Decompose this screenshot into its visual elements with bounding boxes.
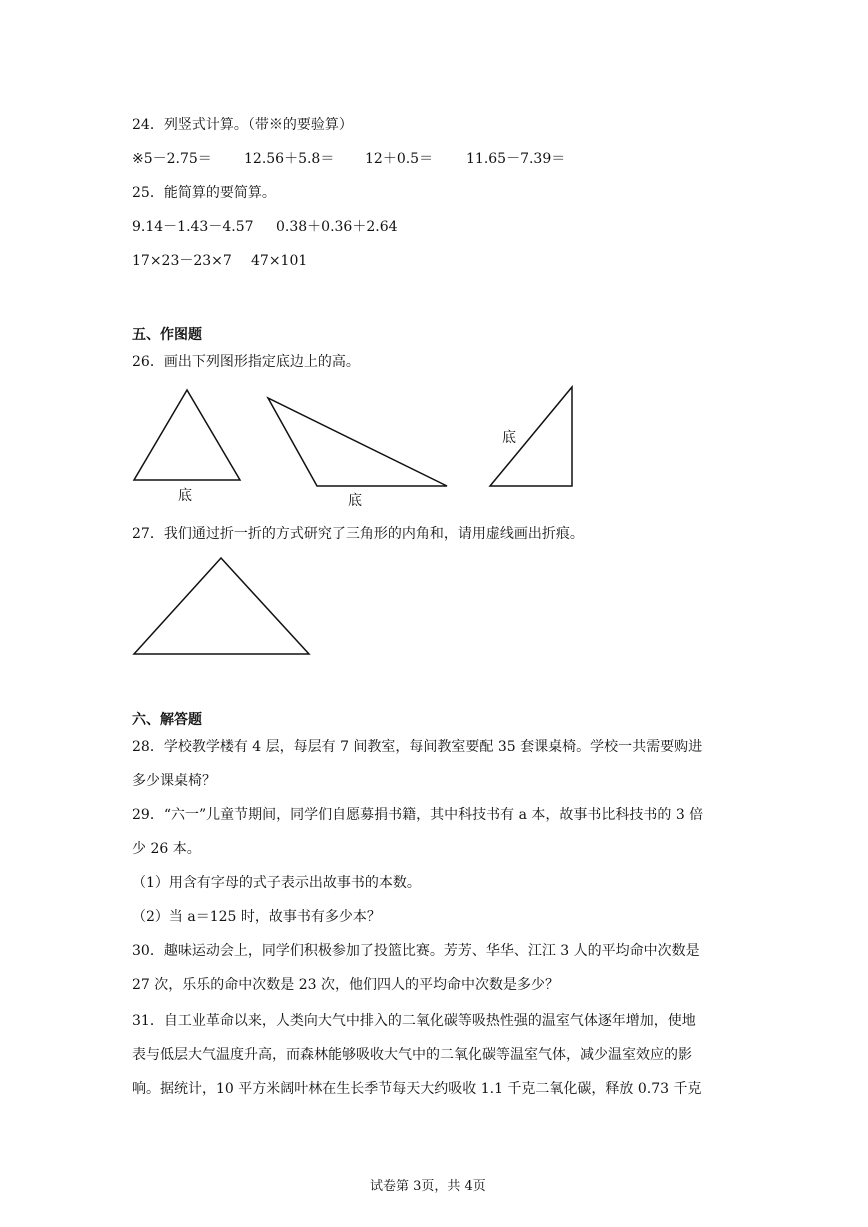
simplify-item-3: 17×23－23×7	[132, 253, 232, 269]
question-29-sub1: （1）用含有字母的式子表示出故事书的本数。	[132, 875, 421, 891]
base-label-3: 底	[502, 430, 516, 446]
base-label-2: 底	[348, 493, 362, 509]
calc-item-4: 11.65－7.39＝	[466, 151, 566, 167]
question-29-line1: 29．“六一”儿童节期间，同学们自愿募捐书籍，其中科技书有 a 本，故事书比科技书的 3 倍	[132, 807, 704, 823]
question-31-line3: 响。据统计，10 平方米阔叶林在生长季节每天大约吸收 1.1 千克二氧化碳，释放 0.73 千克	[132, 1081, 702, 1097]
fold-triangle	[134, 558, 309, 654]
simplify-item-1: 9.14－1.43－4.57	[132, 219, 254, 235]
section-title-answer: 六、解答题	[132, 712, 202, 728]
question-31-line1: 31．自工业革命以来，人类向大气中排入的二氧化碳等吸热性强的温室气体逐年增加，使地	[132, 1013, 696, 1029]
question-26-text: 26．画出下列图形指定底边上的高。	[132, 354, 360, 370]
question-27-text: 27．我们通过折一折的方式研究了三角形的内角和，请用虚线画出折痕。	[132, 526, 584, 542]
obtuse-triangle	[268, 398, 447, 486]
q27-triangle-figure	[0, 540, 868, 670]
section-title-drawing: 五、作图题	[132, 327, 202, 343]
simplify-item-2: 0.38＋0.36＋2.64	[276, 219, 398, 235]
q26-triangles-figure	[0, 0, 868, 520]
calc-item-1: ※5－2.75＝	[132, 151, 212, 167]
calc-item-2: 12.56＋5.8＝	[244, 151, 335, 167]
question-31-line2: 表与低层大气温度升高，而森林能够吸收大气中的二氧化碳等温室气体，减少温室效应的影	[132, 1047, 692, 1063]
question-24-text: 24．列竖式计算。（带※的要验算）	[132, 117, 353, 133]
question-29-line2: 少 26 本。	[132, 841, 201, 857]
question-30-line2: 27 次，乐乐的命中次数是 23 次，他们四人的平均命中次数是多少？	[132, 977, 559, 993]
question-28-line1: 28．学校教学楼有 4 层，每层有 7 间教室，每间教室要配 35 套课桌椅。学校一共需要购进	[132, 739, 703, 755]
simplify-item-4: 47×101	[251, 253, 308, 269]
page-footer: 试卷第 3页，共 4页	[370, 1179, 486, 1194]
calc-item-3: 12＋0.5＝	[365, 151, 434, 167]
question-30-line1: 30．趣味运动会上，同学们积极参加了投篮比赛。芳芳、华华、江江 3 人的平均命中次数是	[132, 943, 700, 959]
base-label-1: 底	[178, 488, 192, 504]
question-25-text: 25．能简算的要简算。	[132, 185, 276, 201]
question-29-sub2: （2）当 a＝125 时，故事书有多少本？	[132, 909, 381, 925]
question-28-line2: 多少课桌椅？	[132, 773, 216, 789]
equilateral-triangle	[134, 390, 240, 480]
